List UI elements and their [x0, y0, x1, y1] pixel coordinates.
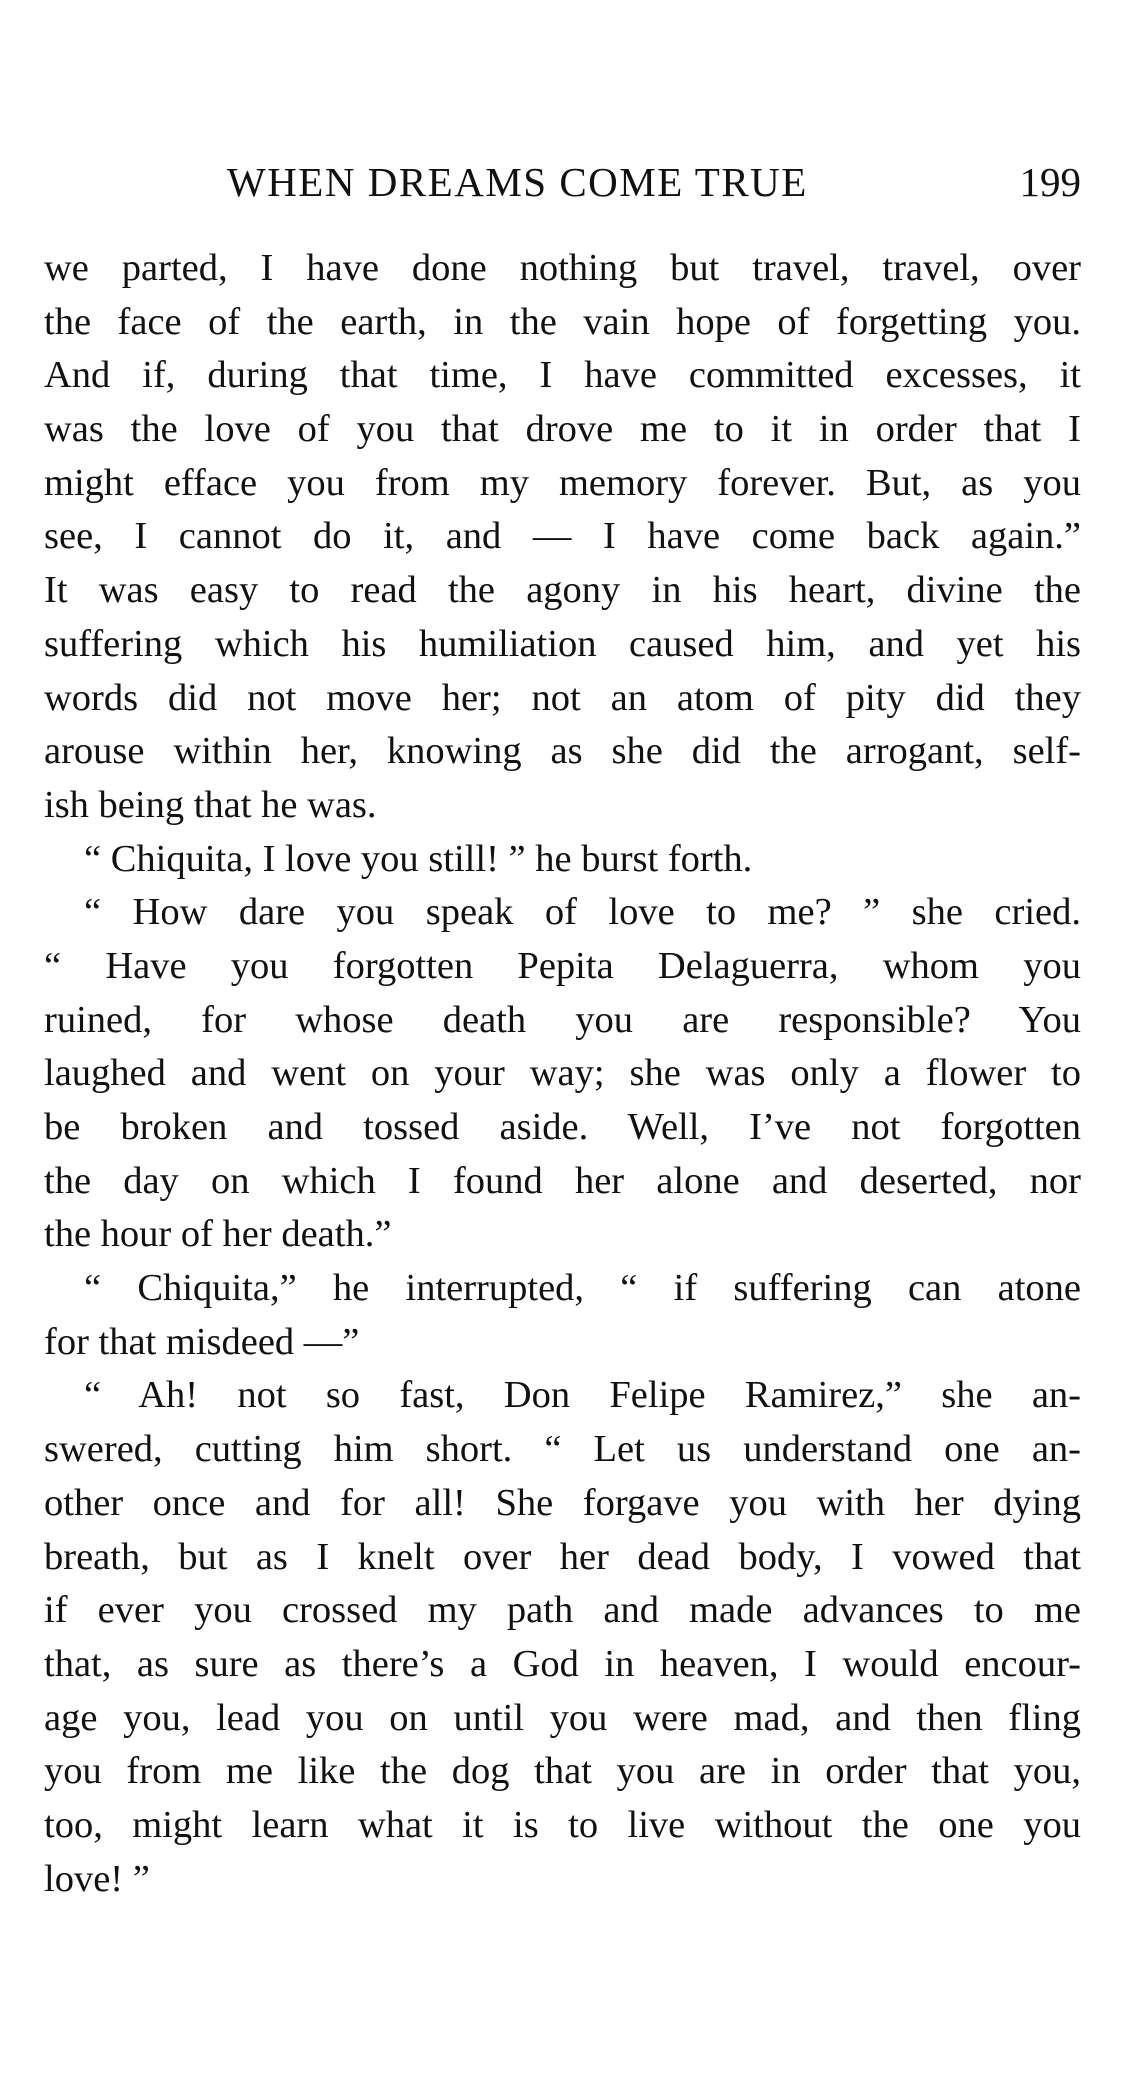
text-line: “ How dare you speak of love to me? ” she cried.	[84, 891, 1081, 934]
text-line: age you, lead you on until you were mad, and then fling	[44, 1696, 1081, 1739]
text-line: laughed and went on your way; she was only a flower to	[44, 1052, 1081, 1095]
text-line: words did not move her; not an atom of pity did they	[44, 676, 1081, 719]
text-line: other once and for all! She forgave you with her dying	[44, 1481, 1081, 1524]
text-line: too, might learn what it is to live without the one you	[44, 1803, 1081, 1846]
text-line: might efface you from my memory forever. But, as you	[44, 461, 1081, 504]
body-text	[44, 242, 1081, 1906]
running-head	[44, 152, 1081, 212]
text-line: love! ”	[44, 1857, 150, 1900]
text-line: was the love of you that drove me to it in order that I	[44, 408, 1081, 451]
text-line: you from me like the dog that you are in order that you,	[44, 1750, 1081, 1793]
text-line: suffering which his humiliation caused him, and yet his	[44, 622, 1081, 665]
text-line: see, I cannot do it, and — I have come back again.”	[44, 515, 1081, 558]
text-line: the hour of her death.”	[44, 1213, 392, 1256]
text-line: “ Ah! not so fast, Don Felipe Ramirez,” she an-	[84, 1374, 1081, 1417]
text-line: ish being that he was.	[44, 783, 377, 826]
text-line: we parted, I have done nothing but travel, travel, over	[44, 247, 1081, 289]
text-line: arouse within her, knowing as she did the arrogant, self-	[44, 730, 1081, 773]
text-line: “ Chiquita,” he interrupted, “ if suffering can atone	[84, 1267, 1081, 1310]
text-line: breath, but as I knelt over her dead body, I vowed that	[44, 1535, 1081, 1578]
text-line: if ever you crossed my path and made advances to me	[44, 1589, 1081, 1632]
text-line: “ Chiquita, I love you still! ” he burst forth.	[84, 837, 753, 880]
page-number: 199	[1019, 159, 1081, 205]
text-line: swered, cutting him short. “ Let us understand one an-	[44, 1428, 1081, 1471]
text-line: It was easy to read the agony in his heart, divine the	[44, 569, 1081, 612]
text-line: ruined, for whose death you are responsible? You	[44, 998, 1081, 1041]
text-line: And if, during that time, I have committed excesses, it	[44, 354, 1081, 397]
text-line: that, as sure as there’s a God in heaven, I would encour-	[44, 1642, 1081, 1685]
text-line: for that misdeed —”	[44, 1320, 360, 1363]
text-line: the face of the earth, in the vain hope of forgetting you.	[44, 300, 1081, 343]
text-line: “ Have you forgotten Pepita Delaguerra, whom you	[44, 944, 1081, 987]
running-title: WHEN DREAMS COME TRUE	[227, 159, 808, 205]
text-line: the day on which I found her alone and deserted, nor	[44, 1159, 1081, 1202]
text-line: be broken and tossed aside. Well, I’ve not forgotten	[44, 1106, 1081, 1148]
